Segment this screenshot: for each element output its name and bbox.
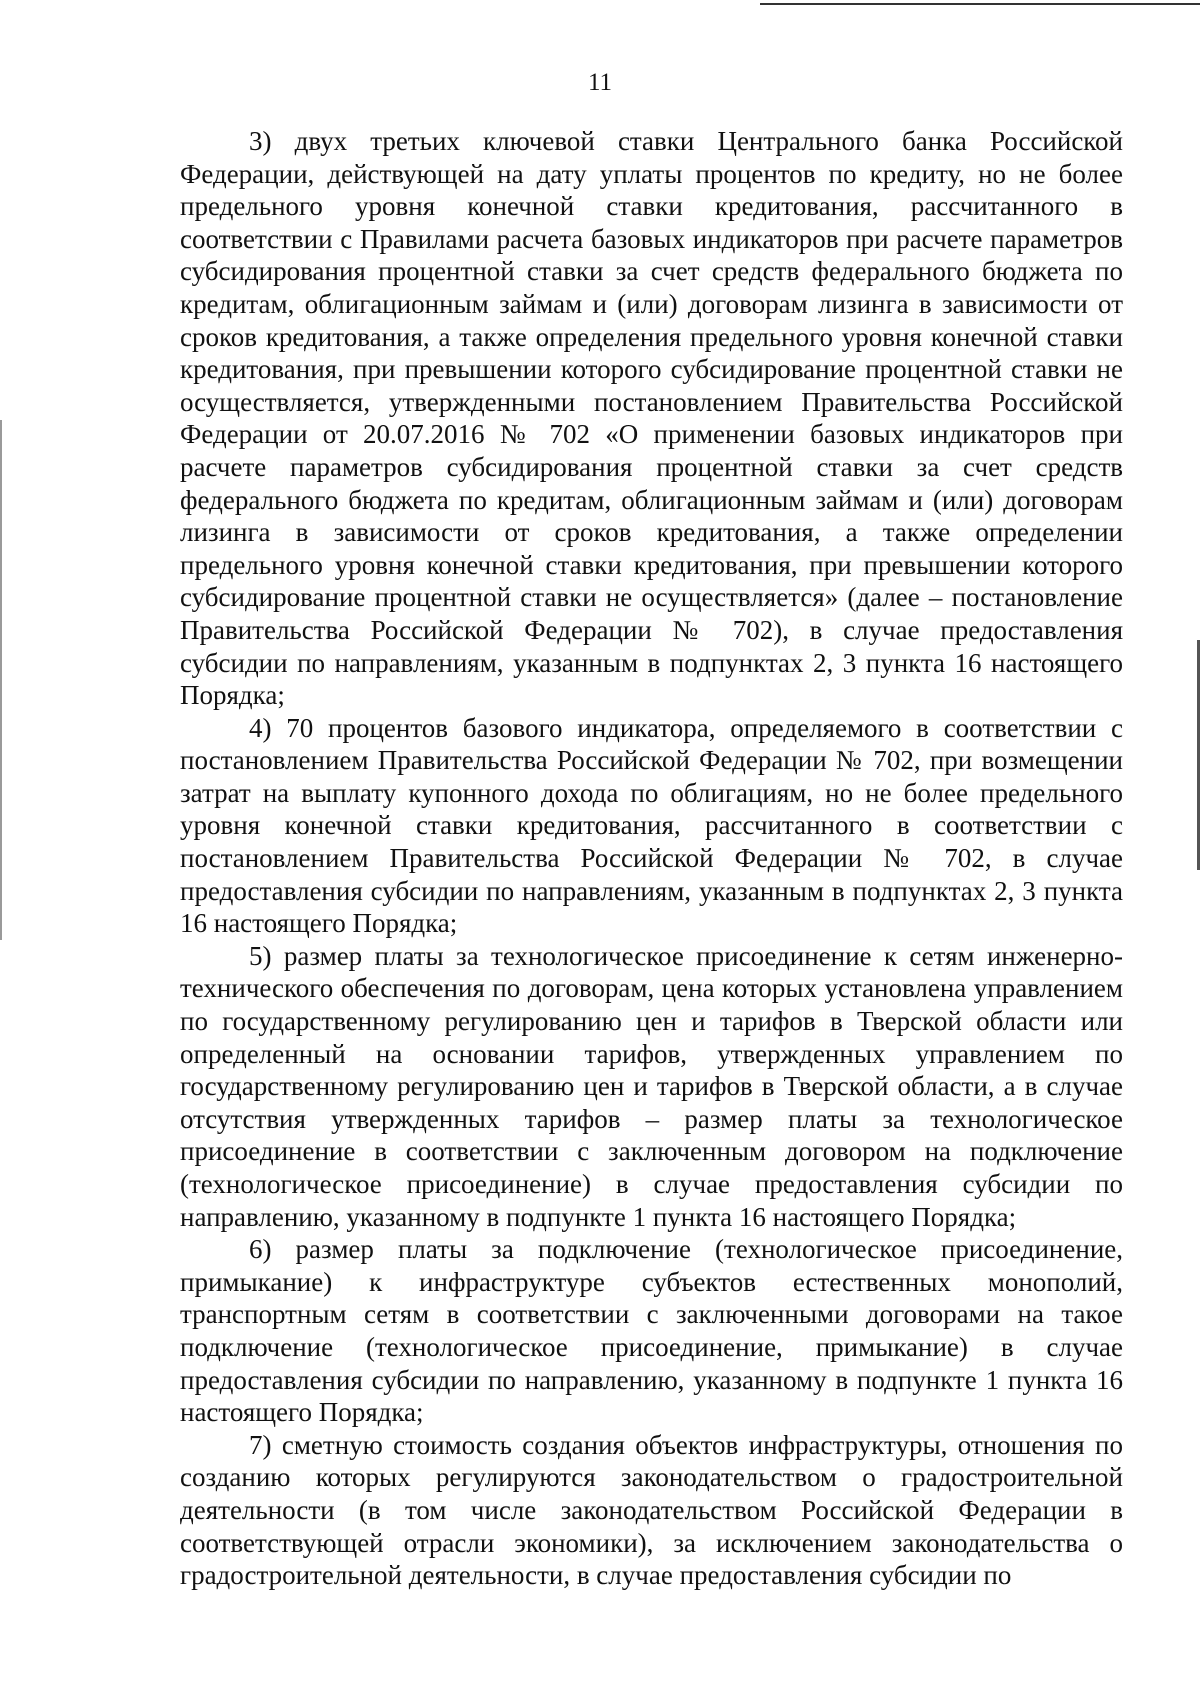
paragraph-item-6: 6) размер платы за подключение (технологическое присоединение, примыкание) к инфраструктуре субъектов естественных монополий, транспортным сетям в соответствии с заключенными договорами на такое подключение (технологическое присоединение, примыкание) в случае предоставления субсидии по направлению, указанному в подпункте 1 пункта 16 настоящего Порядка; — [180, 1234, 1123, 1428]
document-body — [180, 125, 1123, 1592]
page-number: 11 — [587, 69, 613, 96]
paragraph-item-7: 7) сметную стоимость создания объектов инфраструктуры, отношения по созданию которых регулируются законодательством о градостроительной деятельности (в том числе законодательством Российской Федерации в соответствующей отрасли экономики), за исключением законодательства о градостроительной деятельности, в случае предоставления субсидии по — [180, 1429, 1123, 1591]
paragraph-item-3: 3) двух третьих ключевой ставки Центрального банка Российской Федерации, действующей на дату уплаты процентов по кредиту, но не более предельного уровня конечной ставки кредитования, рассчитанного в соответствии с Правилами расчета базовых индикаторов при расчете параметров субсидирования процентной ставки за счет средств федерального бюджета по кредитам, облигационным займам и (или) договорам лизинга в зависимости от сроков кредитования, а также определения предельного уровня конечной ставки кредитования, при превышении которого субсидирование процентной ставки не осуществляется, утвержденными постановлением Правительства Российской Федерации от 20.07.2016 № 702 «О применении базовых индикаторов при расчете параметров субсидирования процентной ставки за счет средств федерального бюджета по кредитам, облигационным займам и (или) договорам лизинга в зависимости от сроков кредитования, а также определении предельного уровня конечной ставки кредитования, при превышении которого субсидирование процентной ставки не осуществляется» (далее – постановление Правительства Российской Федерации № 702), в случае предоставления субсидии по направлениям, указанным в подпунктах 2, 3 пункта 16 настоящего Порядка; — [180, 126, 1123, 711]
scan-top-rule — [760, 3, 1200, 5]
paragraph-item-5: 5) размер платы за технологическое присоединение к сетям инженерно-технического обеспечения по договорам, цена которых установлена управлением по государственному регулированию цен и тарифов в Тверской области или определенный на основании тарифов, утвержденных управлением по государственному регулированию цен и тарифов в Тверской области, а в случае отсутствия утвержденных тарифов – размер платы за технологическое присоединение в соответствии с заключенным договором на подключение (технологическое присоединение) в случае предоставления субсидии по направлению, указанному в подпункте 1 пункта 16 настоящего Порядка; — [180, 940, 1123, 1232]
paragraph-item-4: 4) 70 процентов базового индикатора, определяемого в соответствии с постановлением Правительства Российской Федерации № 702, при возмещении затрат на выплату купонного дохода по облигациям, но не более предельного уровня конечной ставки кредитования, рассчитанного в соответствии с постановлением Правительства Российской Федерации № 702, в случае предоставления субсидии по направлениям, указанным в подпунктах 2, 3 пункта 16 настоящего Порядка; — [180, 712, 1123, 939]
scan-left-edge-shadow — [0, 420, 2, 940]
